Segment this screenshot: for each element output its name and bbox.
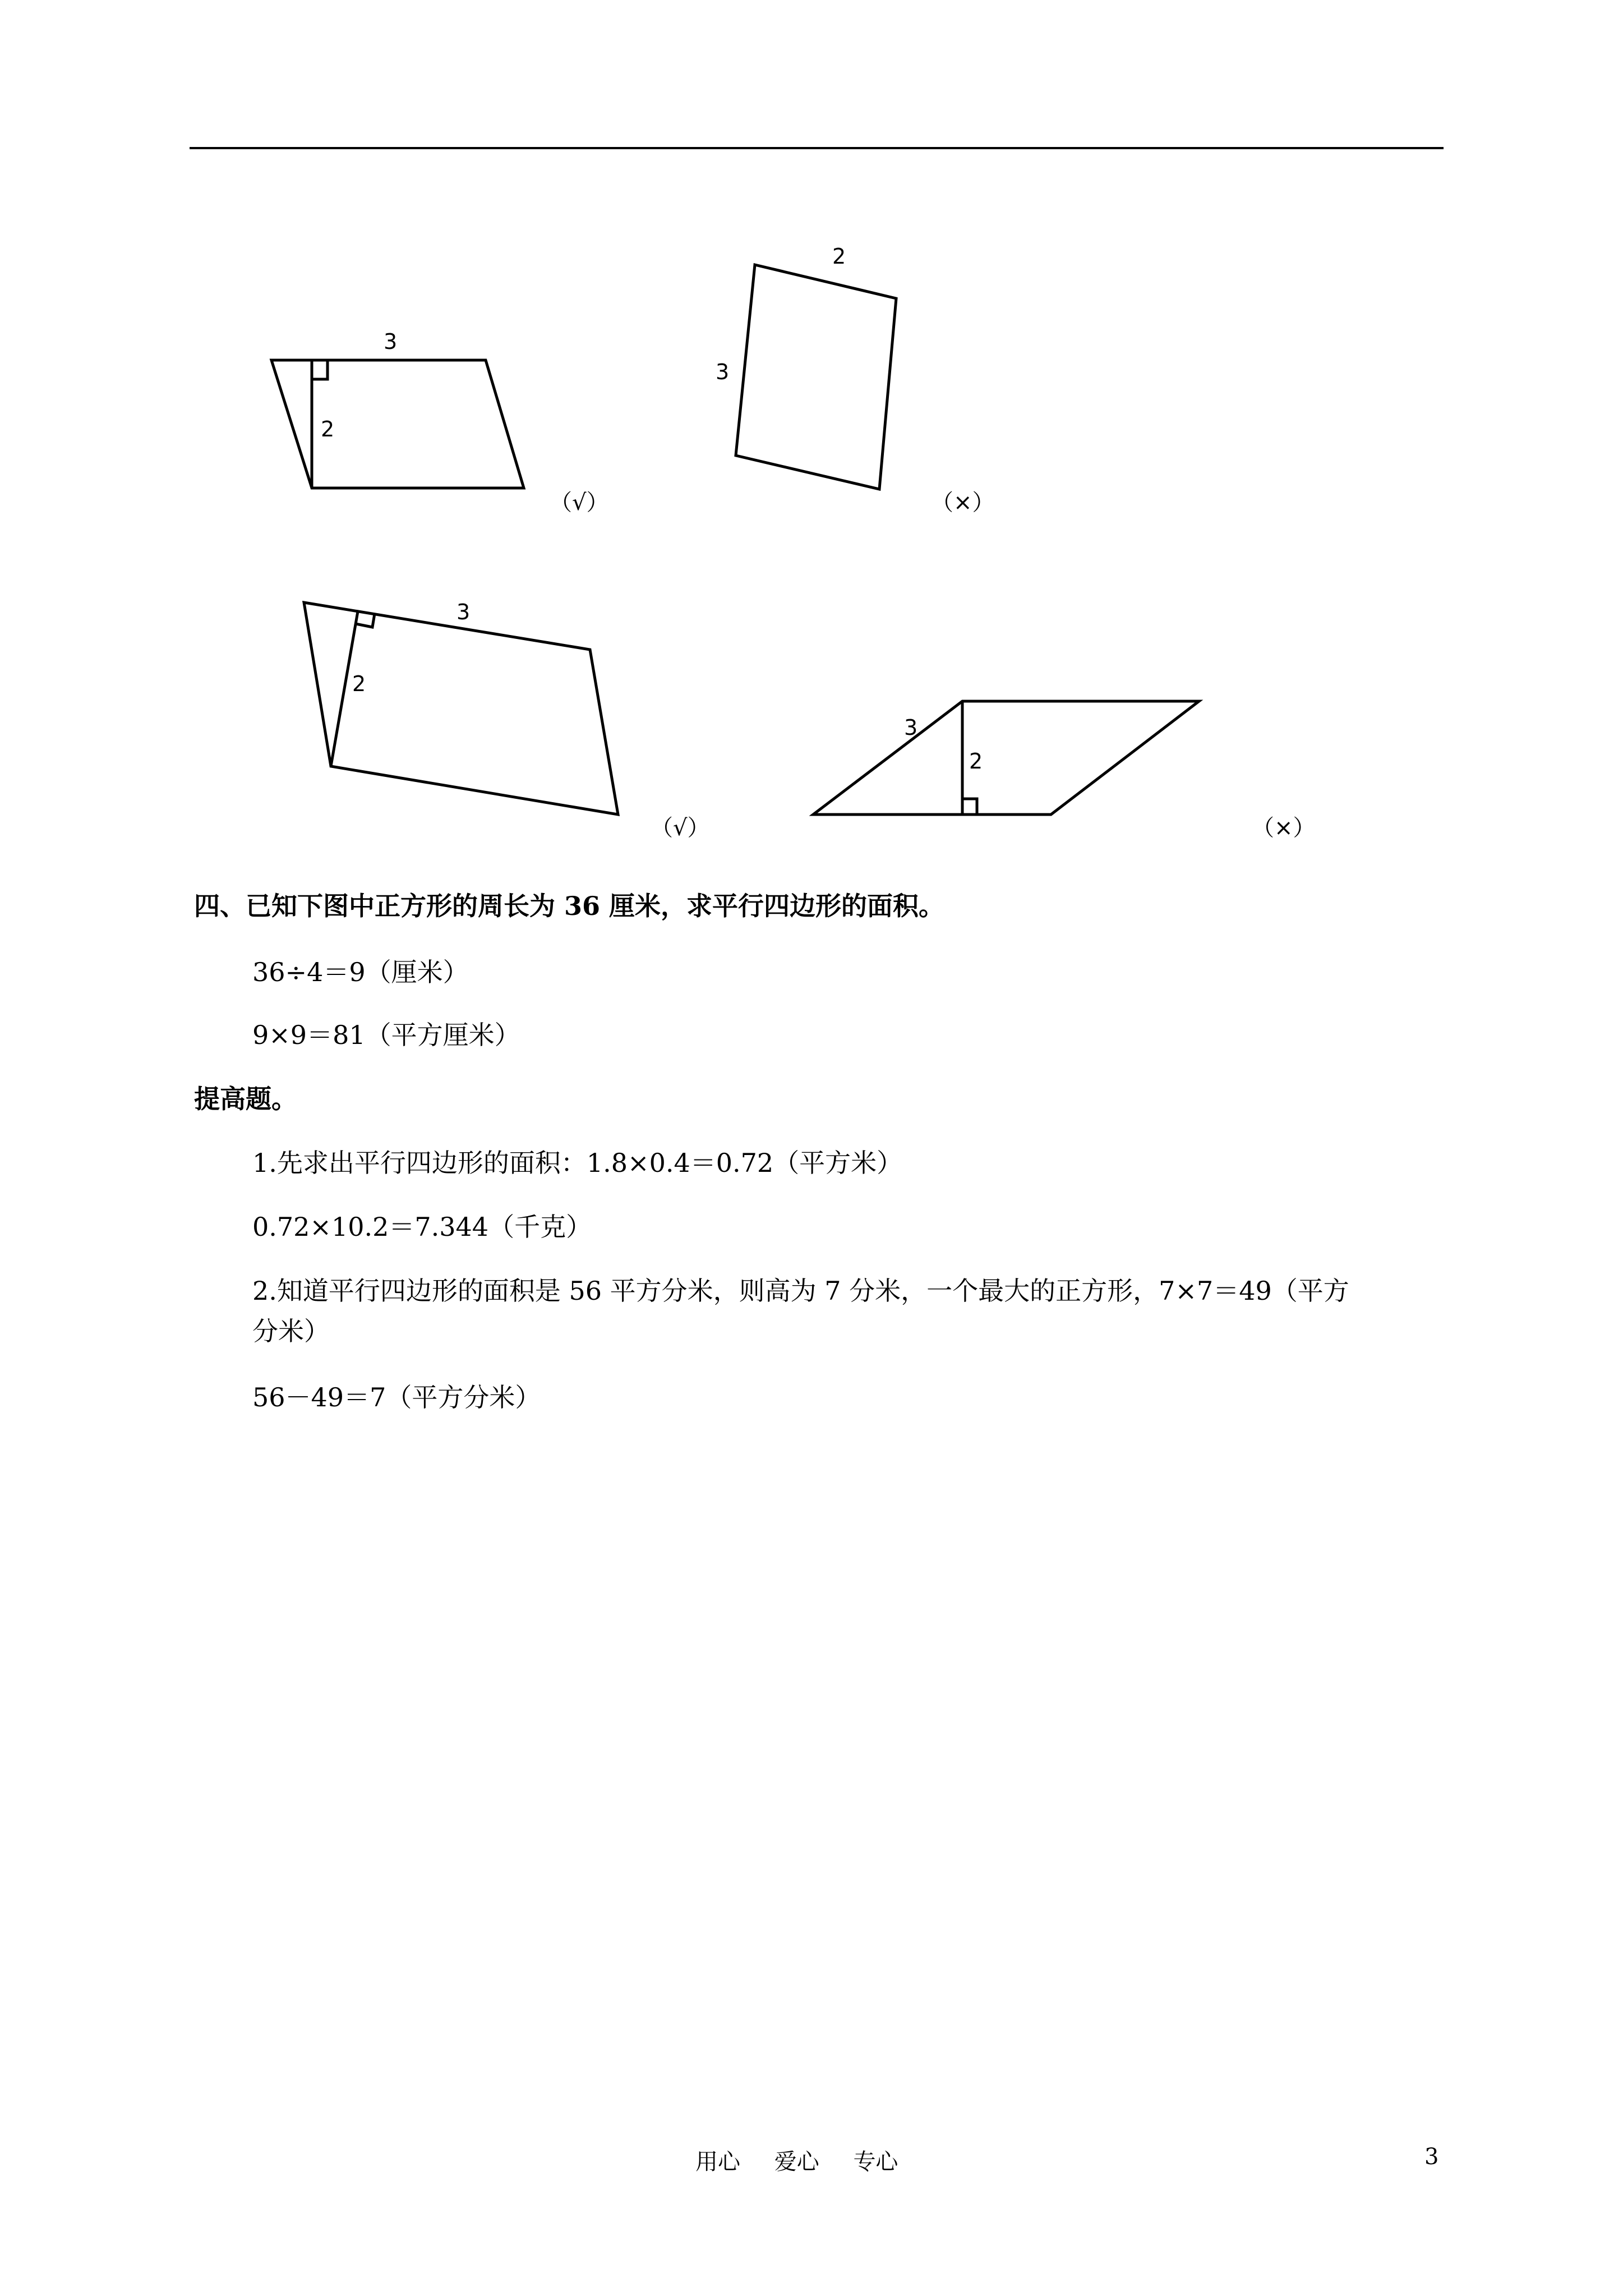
figure-3-top-label: 3 bbox=[457, 600, 471, 624]
figure-1-parallelogram bbox=[271, 360, 524, 488]
figure-1-right-angle bbox=[312, 360, 328, 379]
footer-part-1: 用心 bbox=[695, 2149, 740, 2175]
advanced-item-1-line-1: 1.先求出平行四边形的面积：1.8×0.4＝0.72（平方米） bbox=[252, 1148, 903, 1178]
page-number: 3 bbox=[1424, 2144, 1439, 2170]
figure-3-height-label: 2 bbox=[352, 671, 366, 696]
advanced-item-2-line-1: 2.知道平行四边形的面积是 56 平方分米，则高为 7 分米，一个最大的正方形，7×7＝49（平方 bbox=[252, 1276, 1349, 1306]
parallelogram-figures bbox=[0, 0, 1623, 875]
footer-motto bbox=[695, 2144, 925, 2176]
advanced-item-2-line-2: 分米） bbox=[252, 1316, 330, 1346]
figure-4 bbox=[813, 701, 1199, 815]
figure-3-parallelogram bbox=[304, 602, 618, 815]
footer-part-2: 爱心 bbox=[774, 2149, 819, 2175]
figure-4-right-angle bbox=[962, 799, 977, 815]
figure-3-mark: （√） bbox=[651, 815, 710, 841]
figure-4-mark: （×） bbox=[1252, 815, 1316, 841]
figure-1-top-label: 3 bbox=[384, 329, 398, 354]
figure-4-parallelogram bbox=[813, 701, 1199, 815]
figures-svg bbox=[0, 0, 1623, 875]
footer-part-3: 专心 bbox=[853, 2149, 898, 2175]
figure-2-mark: （×） bbox=[931, 490, 995, 516]
advanced-item-2-line-3: 56－49＝7（平方分米） bbox=[252, 1382, 541, 1412]
figure-1-mark: （√） bbox=[550, 490, 609, 516]
section-4-line-2: 9×9＝81（平方厘米） bbox=[252, 1020, 520, 1050]
figure-1-height-label: 2 bbox=[321, 417, 335, 441]
figure-4-height-label: 2 bbox=[969, 749, 983, 774]
figure-2-top-label: 2 bbox=[832, 244, 846, 269]
figure-2 bbox=[716, 244, 896, 489]
figure-1 bbox=[271, 329, 524, 488]
advanced-heading: 提高题。 bbox=[194, 1084, 297, 1114]
figure-2-quadrilateral bbox=[736, 265, 896, 489]
section-4-line-1: 36÷4＝9（厘米） bbox=[252, 957, 469, 987]
section-4-heading: 四、已知下图中正方形的周长为 36 厘米，求平行四边形的面积。 bbox=[194, 891, 945, 921]
figure-2-side-label: 3 bbox=[716, 360, 730, 384]
figure-4-side-label: 3 bbox=[904, 715, 918, 740]
figure-3 bbox=[304, 600, 618, 815]
advanced-item-1-line-2: 0.72×10.2＝7.344（千克） bbox=[252, 1212, 592, 1242]
